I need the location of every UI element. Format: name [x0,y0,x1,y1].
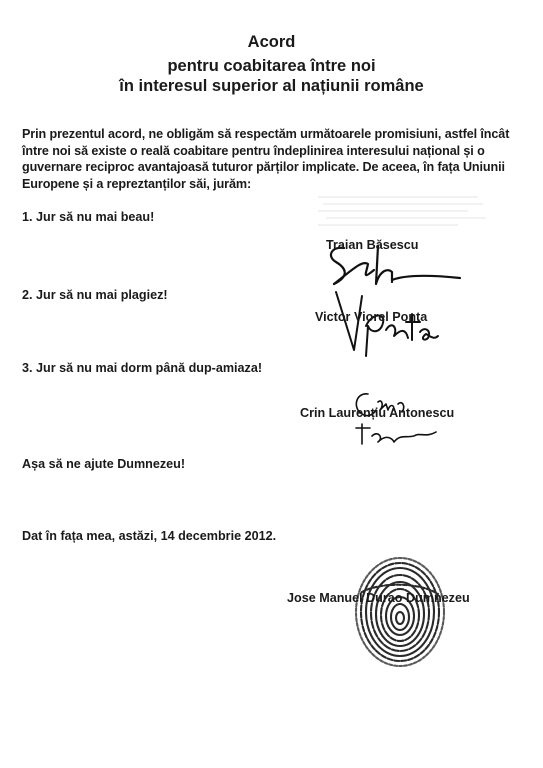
fingerprint-image [350,552,450,672]
promise-3: 3. Jur să nu mai dorm până dup-amiaza! [22,361,263,375]
document-subtitle-line-2: în interesul superior al națiunii române [119,77,424,95]
signature-antonescu-image [344,388,444,452]
document-subtitle-line-1: pentru coabitarea între noi [167,57,376,75]
promise-2: 2. Jur să nu mai plagiez! [22,288,168,302]
witness-name: Jose Manuel Durao Dumnezeu [287,591,470,605]
signatory-name-antonescu: Crin Laurențiu Antonescu [300,406,455,420]
signature-ponta-image [332,286,442,364]
intro-line: Europene și a repreztanților săi, jurăm: [22,176,252,191]
document-title: Acord [247,33,296,51]
intro-line: Prin prezentul acord, ne obligăm să respectăm următoarele promisiuni, astfel încât [22,127,510,141]
promise-1: 1. Jur să nu mai beau! [22,210,155,224]
intro-paragraph [22,126,527,192]
intro-line: între noi să existe o reală coabitare pentru îndeplinirea interesului național și o [22,143,485,158]
intro-line: guvernare reciproc avantajoasă tuturor părților implicate. De aceea, în fața Uniunii [22,160,505,174]
signatory-name-ponta: Victor Viorel Ponta [315,310,428,324]
dated-statement: Dat în fața mea, astăzi, 14 decembrie 2012. [22,529,277,543]
signatory-name-basescu: Traian Băsescu [326,238,419,252]
closing-oath: Așa să ne ajute Dumnezeu! [22,457,186,471]
